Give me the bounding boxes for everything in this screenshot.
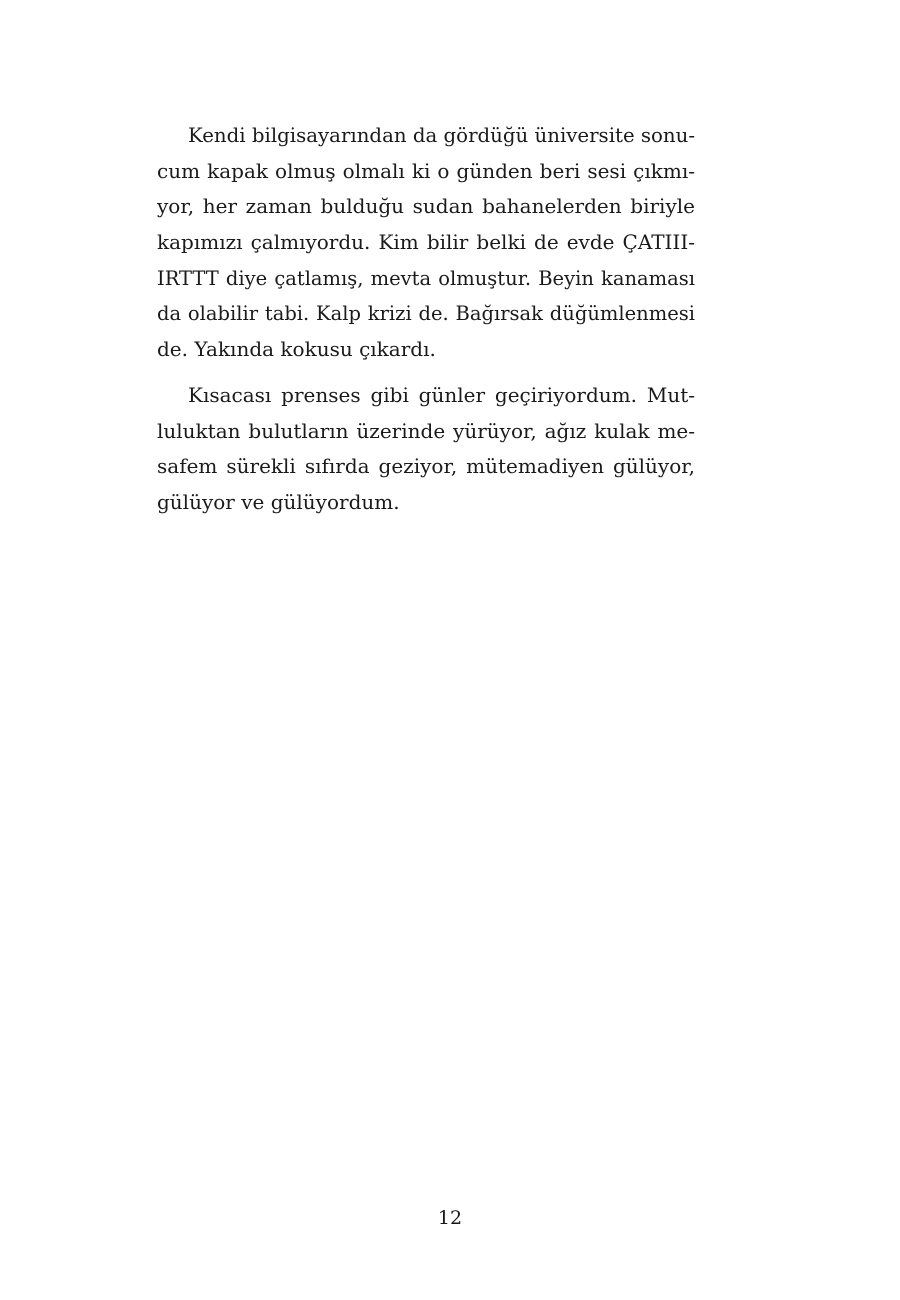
paragraph-line: kapımızı çalmıyordu. Kim bilir belki de evde ÇATIII- <box>157 230 695 255</box>
paragraph-line: cum kapak olmuş olmalı ki o günden beri sesi çıkmı- <box>157 158 695 183</box>
body-text <box>157 118 695 521</box>
paragraph-line: de. Yakında kokusu çıkardı. <box>157 337 436 362</box>
paragraph-line: IRTTT diye çatlamış, mevta olmuştur. Beyin kanaması <box>157 266 695 290</box>
page-number: 12 <box>437 1207 463 1229</box>
paragraph-spacer <box>157 368 695 378</box>
paragraph-1 <box>157 118 695 368</box>
paragraph-line: yor, her zaman bulduğu sudan bahanelerden biriyle <box>157 194 695 219</box>
paragraph-line: gülüyor ve gülüyordum. <box>157 489 400 514</box>
paragraph-line: Kendi bilgisayarından da gördüğü üniversite sonu- <box>188 124 696 147</box>
paragraph-line: luluktan bulutların üzerinde yürüyor, ağız kulak me- <box>157 418 695 443</box>
paragraph-2 <box>157 378 695 521</box>
paragraph-line: Kısacası prenses gibi günler geçiriyordum. Mut- <box>188 382 695 407</box>
paragraph-line: da olabilir tabi. Kalp krizi de. Bağırsak düğümlenmesi <box>157 302 695 326</box>
paragraph-line: safem sürekli sıfırda geziyor, mütemadiyen gülüyor, <box>157 454 695 479</box>
